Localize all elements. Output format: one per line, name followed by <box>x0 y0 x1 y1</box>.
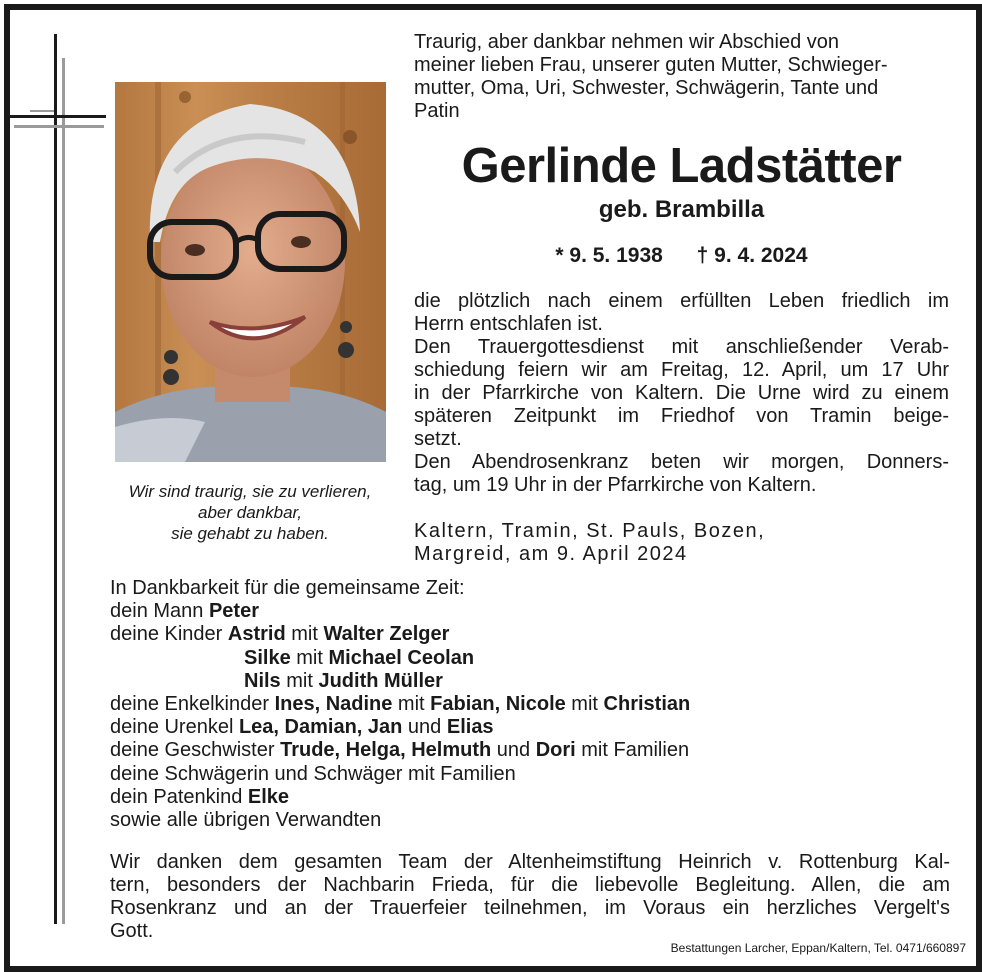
list-item: deine Schwägerin und Schwäger mit Familien <box>110 762 516 785</box>
place-date: Kaltern, Tramin, St. Pauls, Bozen, Margreid, am 9. April 2024 <box>414 520 766 565</box>
list-item: dein Patenkind Elke <box>110 785 290 808</box>
intro-text: Traurig, aber dankbar nehmen wir Abschied von meiner lieben Frau, unserer guten Mutter, Schwieger- mutter, Oma, Uri, Schwester, Schwägerin, Tante und Patin <box>414 31 888 122</box>
mourners-list <box>110 577 970 832</box>
life-dates <box>414 243 949 269</box>
list-item: sowie alle übrigen Verwandten <box>110 809 382 832</box>
birth-name: geb. Brambilla <box>598 196 765 223</box>
photo-caption: Wir sind traurig, sie zu verlieren, aber dankbar, sie gehabt zu haben. <box>128 482 372 543</box>
death-date: † 9. 4. 2024 <box>696 244 808 267</box>
birth-date: * 9. 5. 1938 <box>555 244 663 267</box>
portrait-photo <box>115 82 386 462</box>
list-item: deine Geschwister Trude, Helga, Helmuth und Dori mit Familien <box>110 739 690 762</box>
list-item: deine Enkelkinder Ines, Nadine mit Fabian, Nicole mit Christian <box>110 693 691 716</box>
list-item: deine Kinder Astrid mit Walter Zelger <box>110 623 450 646</box>
thanks-text: Wir danken dem gesamten Team der Altenheimstiftung Heinrich v. Rottenburg Kal- tern, besonders der Nachbarin Frieda, für die liebevolle Begleitung. Allen, die am Rosenkranz und an der Trauerfeier teilnehmen, im Voraus ein herzliches Vergelt's Gott. <box>110 851 950 942</box>
list-item: Silke mit Michael Ceolan <box>244 646 475 669</box>
service-text: die plötzlich nach einem erfüllten Leben friedlich im Herrn entschlafen ist. Den Trauergottesdienst mit anschließender Verab- schiedung feiern wir am Freitag, 12. April, um 17 Uhr in der Pfarrkirche von Kaltern. Die Urne wird zu einem späteren Zeitpunkt im Friedhof von Tramin beige- setzt. Den Abendrosenkranz beten wir morgen, Donners- tag, um 19 Uhr in der Pfarrkirche von Kaltern. <box>414 290 949 496</box>
deceased-name: Gerlinde Ladstätter <box>461 139 902 193</box>
list-heading: In Dankbarkeit für die gemeinsame Zeit: <box>110 577 465 599</box>
funeral-home-footer: Bestattungen Larcher, Eppan/Kaltern, Tel. 0471/660897 <box>670 941 966 955</box>
list-item: Nils mit Judith Müller <box>244 669 443 692</box>
list-item: dein Mann Peter <box>110 600 259 623</box>
list-item: deine Urenkel Lea, Damian, Jan und Elias <box>110 716 494 739</box>
